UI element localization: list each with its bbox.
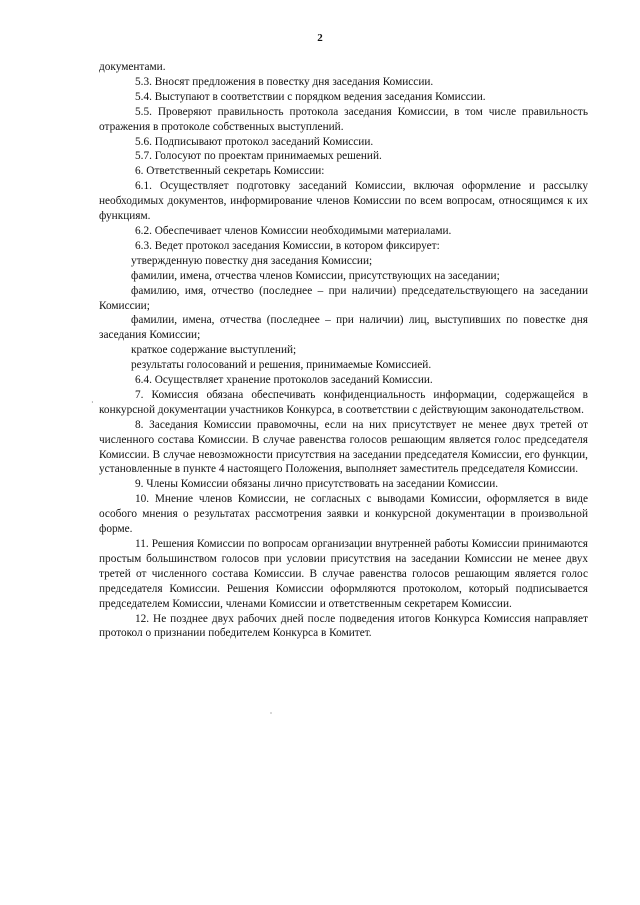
paragraph: 11. Решения Комиссии по вопросам организации внутренней работы Комиссии принимаются простым большинством голосов при условии присутствия на заседании Комиссии не менее двух третей от численного состава Комиссии. В случае равенства голосов решающим является голос председателя Комиссии. Решения Комиссии оформляются протоколом, который подписывается председателем Комиссии, членами Комиссии и ответственным секретарем Комиссии. (99, 538, 588, 610)
paragraph: 6.1. Осуществляет подготовку заседаний Комиссии, включая оформление и рассылку необходимых документов, информирование членов Комиссии по всем вопросам, относящимся к их функциям. (99, 180, 588, 223)
paragraph: документами. (99, 61, 166, 73)
paragraph: 9. Члены Комиссии обязаны лично присутствовать на заседании Комиссии. (135, 478, 499, 491)
paragraph: утвержденную повестку дня заседания Комиссии; (131, 254, 373, 267)
paragraph: 5.7. Голосуют по проектам принимаемых решений. (135, 150, 382, 163)
paragraph: 12. Не позднее двух рабочих дней после подведения итогов Конкурса Комиссия направляет протокол о признании победителем Конкурса в Комитет. (99, 612, 588, 640)
scan-speck (270, 712, 272, 714)
paragraph: 5.6. Подписывают протокол заседаний Комиссии. (135, 135, 374, 148)
paragraph: результаты голосований и решения, принимаемые Комиссией. (131, 359, 432, 372)
paragraph: 5.4. Выступают в соответствии с порядком ведения заседания Комиссии. (135, 90, 486, 103)
paragraph: 10. Мнение членов Комиссии, не согласных с выводами Комиссии, оформляется в виде особого мнения о результатах рассмотрения заявки и конкурсной документации в произвольной форме. (99, 493, 588, 536)
document-body (99, 60, 588, 641)
paragraph: 5.5. Проверяют правильность протокола заседания Комиссии, в том числе правильность отражения в протоколе собственных выступлений. (99, 105, 588, 133)
scan-mark: · (91, 398, 94, 407)
paragraph: фамилию, имя, отчество (последнее – при наличии) председательствующего на заседании Комиссии; (99, 284, 588, 312)
paragraph: 6.4. Осуществляет хранение протоколов заседаний Комиссии. (135, 374, 433, 387)
paragraph: 5.3. Вносят предложения в повестку дня заседания Комиссии. (135, 75, 434, 88)
paragraph: 7. Комиссия обязана обеспечивать конфиденциальность информации, содержащейся в конкурсной документации участников Конкурса, в соответствии с действующим законодательством. (99, 388, 588, 416)
paragraph: 8. Заседания Комиссии правомочны, если на них присутствует не менее двух третей от численного состава Комиссии. В случае равенства голосов решающим является голос председателя Комиссии. В случае невозможности присутствия на заседании председателя Комиссии, его функции, установленные в пункте 4 настоящего Положения, выполняет заместитель председателя Комиссии. (99, 418, 588, 476)
paragraph: 6.2. Обеспечивает членов Комиссии необходимыми материалами. (135, 224, 452, 237)
page-number: 2 (317, 32, 323, 44)
paragraph: краткое содержание выступлений; (131, 344, 297, 357)
paragraph: 6. Ответственный секретарь Комиссии: (135, 165, 325, 178)
paragraph: фамилии, имена, отчества (последнее – при наличии) лиц, выступивших по повестке дня заседания Комиссии; (99, 314, 588, 342)
paragraph: фамилии, имена, отчества членов Комиссии, присутствующих на заседании; (131, 269, 500, 282)
paragraph: 6.3. Ведет протокол заседания Комиссии, в котором фиксирует: (135, 239, 440, 252)
